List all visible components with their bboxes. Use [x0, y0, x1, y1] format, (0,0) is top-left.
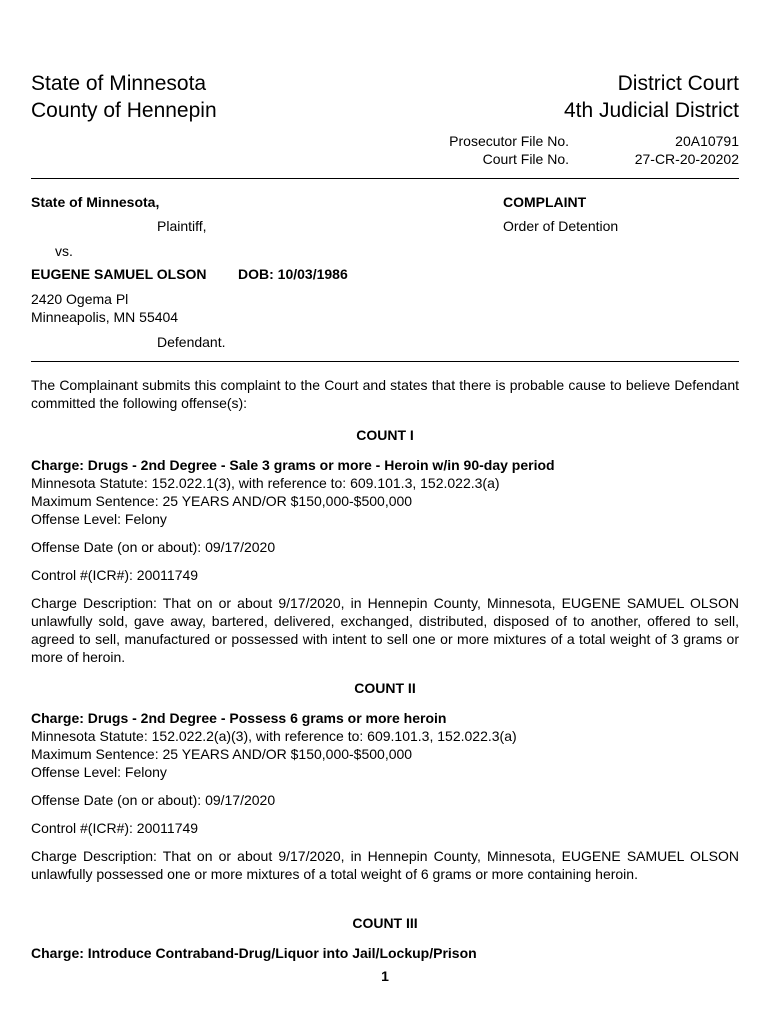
intro-paragraph: The Complainant submits this complaint to the Court and states that there is probable cause to believe Defendant committed the following offense(s): — [31, 377, 739, 411]
court-name — [564, 70, 739, 124]
court-type: District Court — [617, 72, 739, 95]
judicial-district: 4th Judicial District — [563, 99, 739, 122]
count-heading: COUNT I — [356, 427, 414, 443]
statute: Minnesota Statute: 152.022.2(a)(3), with reference to: 609.101.3, 152.022.3(a) — [31, 728, 517, 744]
charge-description: Charge Description: That on or about 9/17/2020, in Hennepin County, Minnesota, EUGENE SAMUEL OLSON unlawfully possessed one or more mixtures of a total weight of 6 grams or more containing heroin. — [31, 848, 739, 882]
county-name: County of Hennepin — [31, 99, 217, 122]
charge-title: Charge: Introduce Contraband-Drug/Liquor into Jail/Lockup/Prison — [31, 945, 477, 961]
divider — [31, 178, 739, 179]
statute: Minnesota Statute: 152.022.1(3), with reference to: 609.101.3, 152.022.3(a) — [31, 475, 500, 491]
document-subtitle: Order of Detention — [503, 218, 619, 234]
divider — [31, 361, 739, 362]
control-number: Control #(ICR#): 20011749 — [31, 820, 199, 836]
offense-level: Offense Level: Felony — [31, 764, 167, 780]
defendant-address-line2: Minneapolis, MN 55404 — [31, 309, 179, 325]
court-header — [31, 70, 739, 167]
offense-date: Offense Date (on or about): 09/17/2020 — [31, 539, 276, 555]
charge-title: Charge: Drugs - 2nd Degree - Possess 6 grams or more heroin — [31, 710, 447, 726]
court-file-value: 27-CR-20-20202 — [634, 151, 739, 167]
file-numbers — [429, 132, 739, 168]
defendant-address-line1: 2420 Ogema Pl — [31, 291, 129, 307]
jurisdiction — [31, 70, 217, 124]
prosecutor-file-label: Prosecutor File No. — [449, 133, 569, 149]
max-sentence: Maximum Sentence: 25 YEARS AND/OR $150,000-$500,000 — [31, 746, 413, 762]
prosecutor-file-value: 20A10791 — [675, 133, 739, 149]
offense-date: Offense Date (on or about): 09/17/2020 — [31, 792, 276, 808]
court-file-label: Court File No. — [482, 151, 569, 167]
plaintiff-name: State of Minnesota, — [31, 194, 160, 210]
charge-title: Charge: Drugs - 2nd Degree - Sale 3 grams or more - Heroin w/in 90-day period — [31, 457, 555, 473]
offense-level: Offense Level: Felony — [31, 511, 167, 527]
document-title: COMPLAINT — [503, 194, 587, 210]
defendant-role: Defendant. — [157, 334, 226, 350]
plaintiff-role: Plaintiff, — [157, 218, 207, 234]
count-heading: COUNT III — [352, 915, 418, 931]
defendant-name: EUGENE SAMUEL OLSON — [31, 266, 207, 282]
page-number: 1 — [381, 968, 389, 984]
complaint-page — [31, 70, 739, 984]
control-number: Control #(ICR#): 20011749 — [31, 567, 199, 583]
charge-description: Charge Description: That on or about 9/17/2020, in Hennepin County, Minnesota, EUGENE SAMUEL OLSON unlawfully sold, gave away, bartered, delivered, exchanged, distributed, disposed of to another, offered to sell, agreed to sell, manufactured or possessed with intent to sell one or more mixtures of a total weight of 3 grams or more of heroin. — [31, 595, 739, 665]
defendant-dob: DOB: 10/03/1986 — [238, 266, 348, 282]
versus: vs. — [55, 243, 73, 259]
count-heading: COUNT II — [354, 680, 416, 696]
max-sentence: Maximum Sentence: 25 YEARS AND/OR $150,000-$500,000 — [31, 493, 413, 509]
state-name: State of Minnesota — [31, 72, 207, 95]
